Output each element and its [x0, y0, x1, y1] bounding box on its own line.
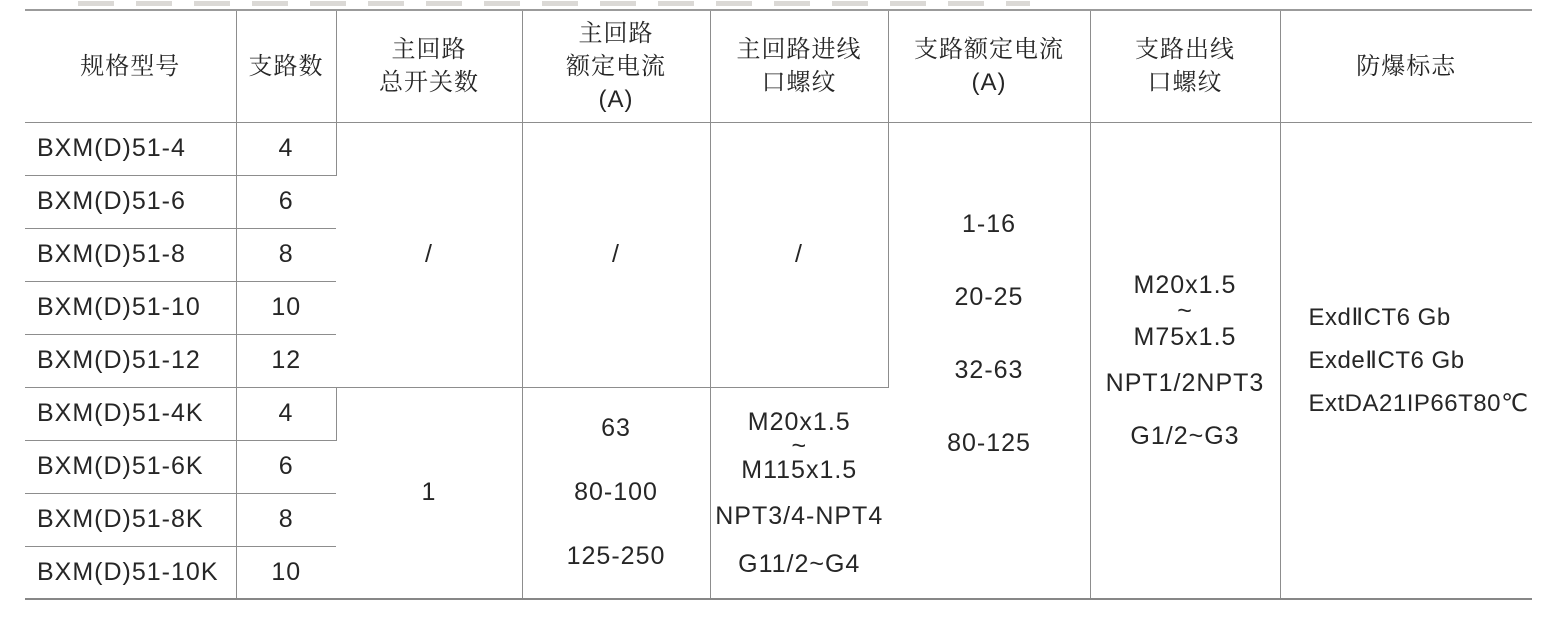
cell-model: BXM(D)51-6	[25, 175, 236, 228]
cell-model: BXM(D)51-4K	[25, 387, 236, 440]
tilde-separator: ~	[1177, 296, 1193, 325]
cell-branch-count: 4	[236, 122, 336, 175]
cell-model: BXM(D)51-8	[25, 228, 236, 281]
header-label: 支路额定电流	[914, 36, 1064, 64]
cell-main-current-top: /	[522, 122, 710, 387]
main-current-list	[523, 415, 710, 570]
cell-model: BXM(D)51-8K	[25, 493, 236, 546]
col-header-model	[25, 10, 236, 122]
col-header-branch-rated-current	[888, 10, 1090, 122]
cell-branch-count: 4	[236, 387, 336, 440]
ex-mark-value: ExdeⅡCT6 Gb	[1308, 346, 1465, 374]
cell-model: BXM(D)51-10	[25, 281, 236, 334]
main-current-value: 125-250	[566, 542, 666, 571]
cell-branch-rated-current	[888, 122, 1090, 599]
col-header-ex-mark	[1280, 10, 1532, 122]
cell-branch-count: 10	[236, 281, 336, 334]
col-header-main-inlet-thread	[710, 10, 888, 122]
table-row	[25, 122, 1532, 175]
header-row	[25, 10, 1532, 122]
header-label: 主回路进线	[736, 36, 862, 64]
cell-main-current-bottom	[522, 387, 710, 599]
main-current-value: 80-100	[574, 478, 658, 507]
branch-current-list	[889, 211, 1090, 509]
branch-current-value: 80-125	[947, 429, 1031, 458]
thread-value: M20x1.5	[1133, 270, 1237, 299]
thread-value: G11/2~G4	[738, 549, 861, 578]
header-label: 额定电流	[566, 52, 666, 80]
branch-current-value: 1-16	[961, 210, 1017, 239]
branch-current-value: 32-63	[954, 356, 1024, 385]
header-label: 主回路	[391, 36, 467, 64]
branch-outlet-list	[1091, 272, 1280, 449]
thread-value: M20x1.5	[747, 407, 851, 436]
header-label: 支路出线	[1135, 36, 1235, 64]
col-header-branch-outlet-thread	[1090, 10, 1280, 122]
cell-model: BXM(D)51-4	[25, 122, 236, 175]
branch-current-value: 20-25	[954, 283, 1024, 312]
thread-value: M75x1.5	[1133, 322, 1237, 351]
ex-mark-value: ExtDA21IP66T80℃	[1308, 389, 1529, 417]
cell-branch-count: 8	[236, 493, 336, 546]
main-current-value: 63	[601, 414, 631, 443]
cell-main-switch-bottom: 1	[336, 387, 522, 599]
cell-branch-count: 8	[236, 228, 336, 281]
cell-model: BXM(D)51-6K	[25, 440, 236, 493]
header-label: 口螺纹	[1147, 69, 1223, 97]
col-header-main-rated-current	[522, 10, 710, 122]
cell-branch-count: 6	[236, 440, 336, 493]
tilde-separator: ~	[791, 431, 808, 460]
ex-mark-value: ExdⅡCT6 Gb	[1308, 303, 1451, 331]
header-label: 总开关数	[379, 69, 479, 97]
thread-value: NPT3/4-NPT4	[715, 501, 884, 530]
header-label: 防爆标志	[1356, 52, 1457, 80]
cell-main-switch-top: /	[336, 122, 522, 387]
cropped-text-artifact	[78, 1, 1030, 6]
ex-mark-list	[1281, 305, 1533, 416]
header-label: (A)	[971, 69, 1007, 97]
thread-value: M115x1.5	[741, 455, 858, 484]
cell-branch-count: 6	[236, 175, 336, 228]
header-label: 支路数	[248, 52, 324, 80]
header-label: 主回路	[578, 19, 654, 47]
cell-main-inlet-bottom	[710, 387, 888, 599]
thread-value: G1/2~G3	[1130, 421, 1240, 450]
cell-branch-count: 10	[236, 546, 336, 599]
cell-ex-marks	[1280, 122, 1532, 599]
cell-main-inlet-top: /	[710, 122, 888, 387]
col-header-main-switch-count	[336, 10, 522, 122]
cell-branch-outlet-thread	[1090, 122, 1280, 599]
cell-model: BXM(D)51-12	[25, 334, 236, 387]
header-label: 规格型号	[80, 52, 181, 80]
header-label: 口螺纹	[761, 69, 837, 97]
header-label: (A)	[598, 85, 634, 113]
cell-model: BXM(D)51-10K	[25, 546, 236, 599]
main-inlet-list	[711, 407, 889, 578]
thread-value: NPT1/2NPT3	[1105, 368, 1265, 397]
cell-branch-count: 12	[236, 334, 336, 387]
spec-table	[25, 9, 1532, 600]
col-header-branch-count	[236, 10, 336, 122]
